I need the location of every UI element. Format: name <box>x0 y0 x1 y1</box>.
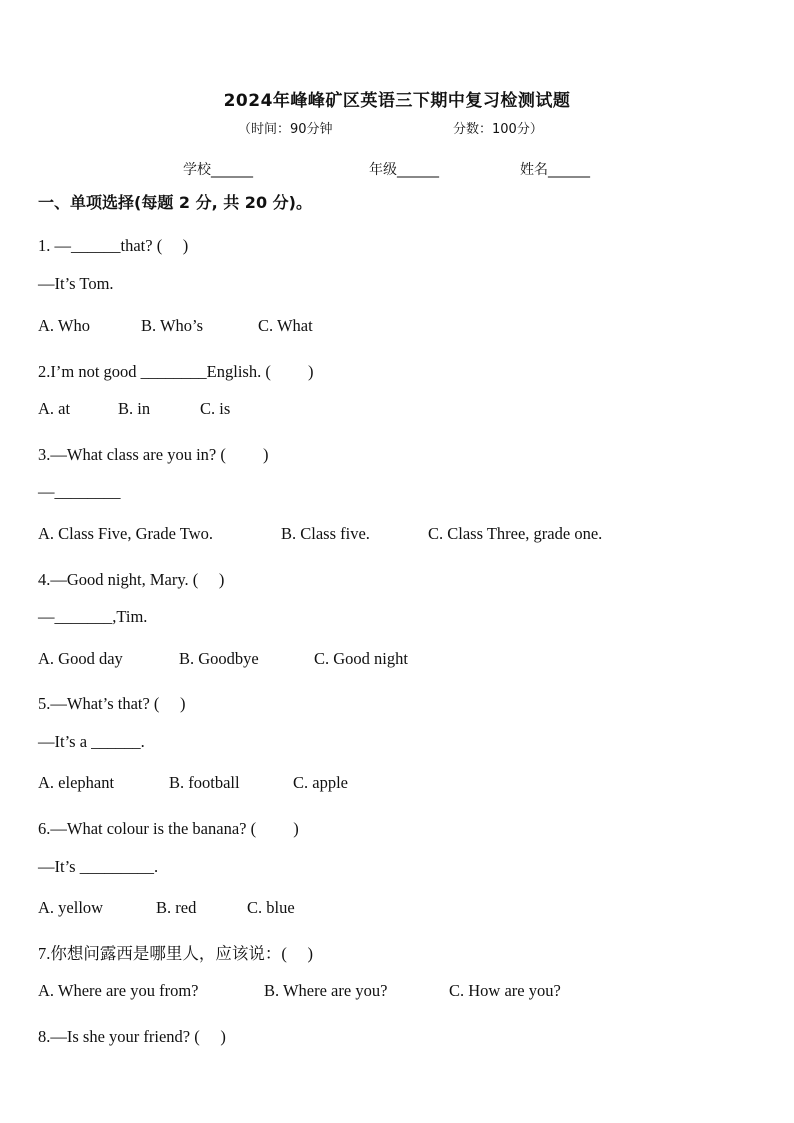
question-stem: 8.—Is she your friend? ( ) <box>38 1027 226 1046</box>
option-a[interactable]: A. elephant <box>38 773 115 792</box>
page-title: 2024年峰峰矿区英语三下期中复习检测试题 <box>223 91 571 111</box>
option-c[interactable]: C. Good night <box>314 649 408 668</box>
question-stem: 2.I’m not good ________English. ( ) <box>38 362 314 381</box>
name-field: 姓名______ <box>520 162 590 178</box>
question-stem: 5.—What’s that? ( ) <box>38 694 186 713</box>
option-a[interactable]: A. Where are you from? <box>38 981 199 1000</box>
option-c[interactable]: C. blue <box>247 898 295 917</box>
question-answer-line: —________ <box>38 482 121 501</box>
question-stem: 1. —______that? ( ) <box>38 236 189 255</box>
question-stem: 6.—What colour is the banana? ( ) <box>38 819 299 838</box>
question-answer-line: —It’s a ______. <box>38 732 145 751</box>
question-answer-line: —It’s Tom. <box>38 274 114 293</box>
school-field: 学校______ <box>183 162 253 178</box>
question-stem: 7.你想问露西是哪里人，应该说：( ) <box>38 944 313 963</box>
option-b[interactable]: B. Who’s <box>141 316 204 335</box>
option-b[interactable]: B. red <box>156 898 197 917</box>
option-b[interactable]: B. football <box>169 773 240 792</box>
exam-time: （时间：90分钟 <box>238 122 333 137</box>
option-c[interactable]: C. apple <box>293 773 348 792</box>
question-stem: 3.—What class are you in? ( ) <box>38 445 269 464</box>
option-c[interactable]: C. What <box>258 316 313 335</box>
option-a[interactable]: A. Class Five, Grade Two. <box>38 524 213 543</box>
option-a[interactable]: A. yellow <box>38 898 104 917</box>
question-stem: 4.—Good night, Mary. ( ) <box>38 570 225 589</box>
option-a[interactable]: A. Who <box>38 316 90 335</box>
option-c[interactable]: C. How are you? <box>449 981 561 1000</box>
exam-score: 分数：100分） <box>453 122 543 137</box>
option-b[interactable]: B. Class five. <box>281 524 370 543</box>
section-heading: 一、单项选择(每题 2 分, 共 20 分)。 <box>38 193 312 212</box>
option-a[interactable]: A. at <box>38 399 71 418</box>
option-c[interactable]: C. is <box>200 399 231 418</box>
question-answer-line: —_______,Tim. <box>38 607 148 626</box>
grade-field: 年级______ <box>369 162 439 178</box>
option-b[interactable]: B. in <box>118 399 151 418</box>
option-b[interactable]: B. Goodbye <box>179 649 259 668</box>
option-b[interactable]: B. Where are you? <box>264 981 388 1000</box>
option-c[interactable]: C. Class Three, grade one. <box>428 524 603 543</box>
option-a[interactable]: A. Good day <box>38 649 123 668</box>
question-answer-line: —It’s _________. <box>38 857 159 876</box>
